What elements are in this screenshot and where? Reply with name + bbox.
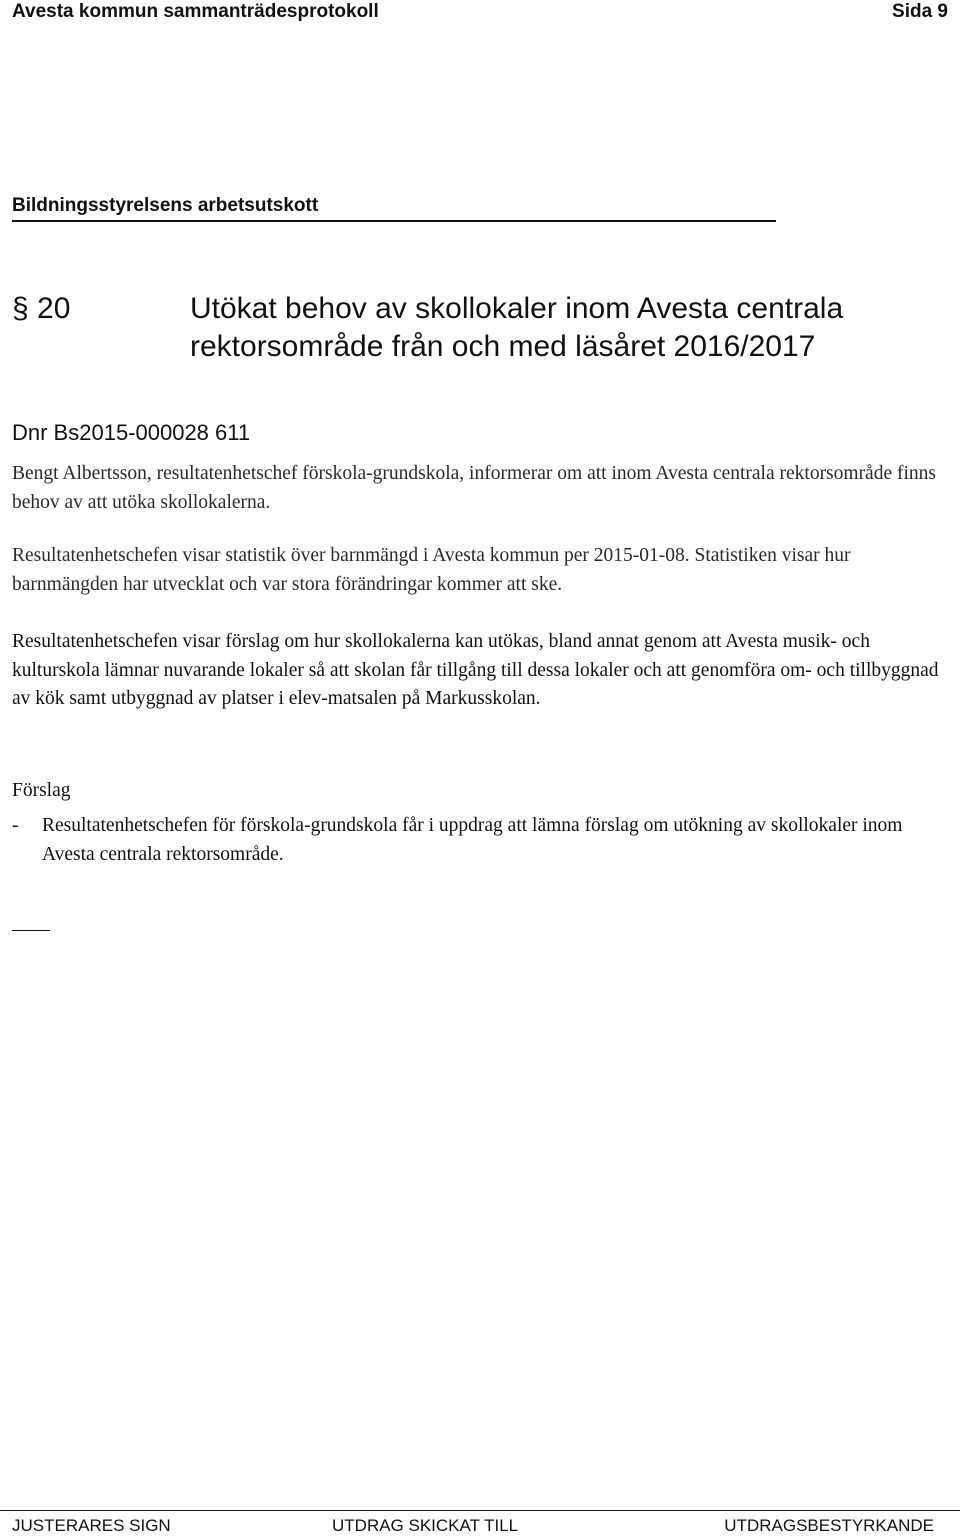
diary-number: Dnr Bs2015-000028 611 — [12, 420, 251, 445]
section-number-value: 20 — [37, 292, 71, 325]
footer-certification-label: UTDRAGSBESTYRKANDE — [724, 1516, 934, 1535]
paragraph-proposal-description: Resultatenhetschefen visar förslag om hur skollokalerna kan utökas, bland annat genom att Avesta musik- och kulturskola lämnar nuvarande lokaler så att skolan får tillgång till dessa lokaler och att genomföra om- och tillbyggnad av kök samt utbyggnad av platser i elev-matsalen på Markusskolan. — [12, 631, 939, 709]
footer-sent-to-label: UTDRAG SKICKAT TILL — [332, 1516, 519, 1535]
section-title: Utökat behov av skollokaler inom Avesta centrala rektorsområde från och med läsåret 2016/2017 — [190, 292, 844, 363]
section-number: § 20 — [12, 292, 71, 325]
committee-name: Bildningsstyrelsens arbetsutskott — [12, 195, 319, 216]
paragraph-statistics: Resultatenhetschefen visar statistik över barnmängd i Avesta kommun per 2015-01-08. Statistiken visar hur barnmängden har utvecklat och var stora förändringar kommer att ske. — [12, 545, 851, 595]
proposal-heading: Förslag — [12, 780, 71, 801]
footer-divider — [0, 1510, 960, 1511]
page-number: Sida 9 — [892, 1, 948, 22]
end-marker-line — [12, 930, 50, 931]
document-header-title: Avesta kommun sammanträdesprotokoll — [12, 1, 379, 22]
proposal-text: Resultatenhetschefen för förskola-grundskola får i uppdrag att lämna förslag om utökning av skollokaler inom Avesta centrala rektorsområde. — [42, 815, 903, 865]
proposal-bullet: - — [12, 815, 19, 836]
committee-underline — [12, 220, 776, 222]
footer-signature-label: JUSTERARES SIGN — [12, 1516, 171, 1535]
paragraph-intro: Bengt Albertsson, resultatenhetschef förskola-grundskola, informerar om att inom Avesta centrala rektorsområde finns behov av att utöka skollokalerna. — [12, 463, 936, 513]
